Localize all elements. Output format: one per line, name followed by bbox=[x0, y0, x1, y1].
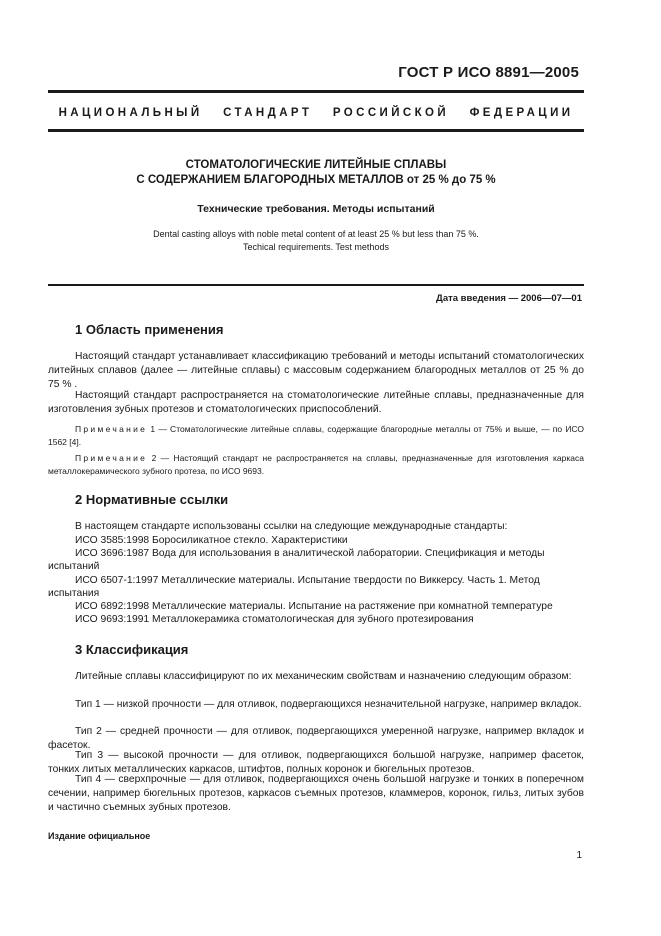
title-subtitle: Технические требования. Методы испытаний bbox=[197, 203, 435, 215]
english-title-line-2: Techical requirements. Test methods bbox=[243, 242, 389, 252]
reference-iso-6507: ИСО 6507-1:1997 Металлические материалы. Испытание твердости по Виккерсу. Часть 1. Метод bbox=[75, 575, 540, 586]
section-1-paragraph-1-text: Настоящий стандарт устанавливает классификацию требований и методы испытаний стоматологических литейных сплавов (далее — литейные сплавы) с массовым содержанием благородных металлов от 25 % до 75 % . bbox=[48, 351, 584, 391]
header-bottom-rule bbox=[48, 129, 584, 132]
note-2-text: 2 — Настоящий стандарт не распространяется на сплавы, предназначенные для изготовления каркаса металлокерамического зубного протеза, по ИСО 9693. bbox=[48, 453, 584, 476]
reference-iso-3696-cont: испытаний bbox=[48, 561, 100, 572]
section-1-paragraph-2-text: Настоящий стандарт распространяется на стоматологические литейные сплавы, предназначенные для изготовления зубных протезов и стоматологических приспособлений. bbox=[48, 390, 584, 416]
national-standard-banner: НАЦИОНАЛЬНЫЙ СТАНДАРТ РОССИЙСКОЙ ФЕДЕРАЦИИ bbox=[58, 107, 574, 119]
classification-type-1 bbox=[48, 698, 584, 712]
intro-date: Дата введения — 2006—07—01 bbox=[436, 293, 582, 304]
classification-type-4 bbox=[48, 773, 584, 816]
type-1-text: Тип 1 — низкой прочности — для отливок, подвергающихся незначительной нагрузке, например вкладок. bbox=[75, 699, 582, 710]
section-1-note-1 bbox=[48, 423, 584, 448]
intro-date-rule bbox=[48, 284, 584, 286]
note-1-label: Примечание bbox=[75, 424, 148, 434]
type-4-text: Тип 4 — сверхпрочные — для отливок, подвергающихся очень большой нагрузке и тонких в поперечном сечении, например бюгельных протезов, каркасов съемных протезов, кламмеров, коронок, гильз, литых зубов и частично съемных зубных протезов. bbox=[48, 774, 584, 814]
section-3-intro-text: Литейные сплавы классифицируют по их механическим свойствам и назначению следующим образом: bbox=[75, 671, 572, 682]
section-2-heading: 2 Нормативные ссылки bbox=[75, 492, 229, 507]
title-line-2: С СОДЕРЖАНИЕМ БЛАГОРОДНЫХ МЕТАЛЛОВ от 25 % до 75 % bbox=[136, 174, 496, 186]
section-1-note-2 bbox=[48, 452, 584, 477]
section-3-intro bbox=[48, 670, 584, 684]
header-top-rule bbox=[48, 90, 584, 93]
type-3-text: Тип 3 — высокой прочности — для отливок, подвергающихся большой нагрузке, например фасеток, тонких литых металлических каркасов, штифтов, полных коронок и бюгельных протезов. bbox=[48, 750, 584, 776]
note-2-label: Примечание bbox=[75, 453, 148, 463]
section-1-heading: 1 Область применения bbox=[75, 322, 224, 337]
section-1-paragraph-1 bbox=[48, 350, 584, 393]
reference-iso-3696: ИСО 3696:1987 Вода для использования в аналитической лаборатории. Спецификация и методы bbox=[75, 548, 545, 559]
reference-iso-3585: ИСО 3585:1998 Боросиликатное стекло. Характеристики bbox=[75, 535, 348, 546]
section-2-intro: В настоящем стандарте использованы ссылки на следующие международные стандарты: bbox=[75, 521, 508, 532]
english-title-line-1: Dental casting alloys with noble metal content of at least 25 % but less than 75 %. bbox=[153, 229, 479, 239]
page-number: 1 bbox=[576, 850, 582, 861]
reference-iso-6507-cont: испытания bbox=[48, 588, 100, 599]
section-1-paragraph-2 bbox=[48, 389, 584, 417]
reference-iso-6892: ИСО 6892:1998 Металлические материалы. Испытание на растяжение при комнатной температуре bbox=[75, 601, 553, 612]
official-edition-label: Издание официальное bbox=[48, 831, 151, 841]
document-code: ГОСТ Р ИСО 8891—2005 bbox=[398, 64, 579, 81]
section-3-heading: 3 Классификация bbox=[75, 642, 189, 657]
title-line-1: СТОМАТОЛОГИЧЕСКИЕ ЛИТЕЙНЫЕ СПЛАВЫ bbox=[185, 159, 447, 171]
type-2-text: Тип 2 — средней прочности — для отливок, подвергающихся умеренной нагрузке, например вкладок и фасеток. bbox=[48, 726, 584, 752]
reference-iso-9693: ИСО 9693:1991 Металлокерамика стоматологическая для зубного протезирования bbox=[75, 614, 474, 625]
note-1-text: 1 — Стоматологические литейные сплавы, содержащие благородные металлы от 75% и выше, — по ИСО 1562 [4]. bbox=[48, 424, 584, 447]
